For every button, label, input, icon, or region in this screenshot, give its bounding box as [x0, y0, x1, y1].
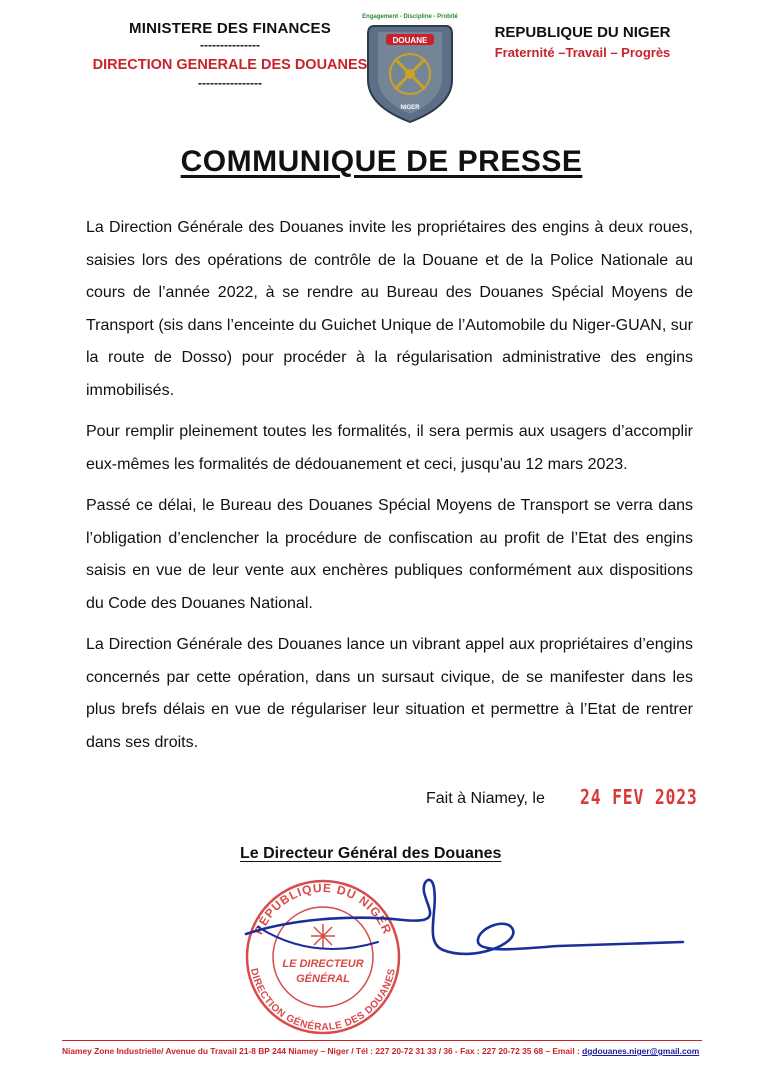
seal-center-line-2: GÉNÉRAL — [296, 973, 350, 985]
document-title: COMMUNIQUE DE PRESSE — [180, 145, 583, 178]
header-separator: --------------- — [200, 38, 260, 52]
official-seal-and-signature — [228, 872, 688, 1037]
paragraph-4: La Direction Générale des Douanes lance un vibrant appel aux propriétaires d’engins concernés par cette opération, dans un sursaut civique, de se manifester dans les plus brefs délais en vue de régulariser leur situation et permettre à l’Etat de rentrer dans ses droits. — [86, 636, 693, 751]
seal-center-line-1: LE DIRECTEUR — [282, 958, 364, 970]
emblem-label: DOUANE — [392, 36, 428, 45]
paragraph-3: Passé ce délai, le Bureau des Douanes Spécial Moyens de Transport se verra dans l’obligation d’enclencher la procédure de confiscation au profit de l’Etat des engins saisis en vue de leur vente aux enchères publiques conformément aux dispositions du Code des Douanes National. — [86, 497, 693, 612]
document-title-wrap — [0, 145, 763, 179]
place-date-label: Fait à Niamey, le — [426, 790, 545, 807]
footer-email-link[interactable]: dgdouanes.niger@gmail.com — [582, 1046, 700, 1056]
seal-star-icon — [311, 924, 335, 948]
official-seal-icon — [247, 881, 399, 1033]
ministry-name: MINISTERE DES FINANCES — [129, 20, 331, 37]
direction-name: DIRECTION GENERALE DES DOUANES — [92, 57, 368, 73]
seal-outer-top: RÉPUBLIQUE DU NIGER — [251, 880, 395, 937]
customs-emblem — [360, 14, 460, 126]
footer-address: Niamey Zone Industrielle/ Avenue du Travail 21-8 BP 244 Niamey – Niger / Tél : 227 20-72 31 33 / 36 - Fax : 227 20-72 35 68 – Email : — [62, 1046, 583, 1056]
ministry-header — [80, 20, 380, 89]
emblem-motto: Engagement - Discipline - Probité — [362, 14, 458, 20]
republic-header — [470, 24, 695, 60]
footer-contact — [62, 1046, 702, 1056]
republic-name: REPUBLIQUE DU NIGER — [494, 24, 671, 41]
header-separator-2: ---------------- — [198, 76, 262, 90]
date-stamp: 24 FEV 2023 — [580, 785, 698, 809]
paragraph-2: Pour remplir pleinement toutes les formalités, il sera permis aux usagers d’accomplir eux-mêmes les formalités de dédouanement et ceci, jusqu’au 12 mars 2023. — [86, 423, 693, 473]
shield-emblem-icon — [360, 14, 460, 126]
seal-outer-bottom: DIRECTION GÉNÉRALE DES DOUANES — [247, 967, 399, 1034]
paragraph-1: La Direction Générale des Douanes invite les propriétaires des engins à deux roues, saisies lors des opérations de contrôle de la Douane et de la Police Nationale au cours de l’année 2022, à se rendre au Bureau des Douanes Spécial Moyens de Transport (sis dans l’enceinte du Guichet Unique de l’Automobile du Niger-GUAN, sur la route de Dosso) pour procéder à la régularisation administrative des engins immobilisés. — [86, 219, 693, 399]
national-motto: Fraternité –Travail – Progrès — [494, 45, 671, 60]
signatory-title: Le Directeur Général des Douanes — [240, 845, 502, 862]
footer-divider — [62, 1040, 702, 1041]
press-release-body — [86, 212, 693, 768]
emblem-bottom-label: NIGER — [400, 105, 420, 111]
